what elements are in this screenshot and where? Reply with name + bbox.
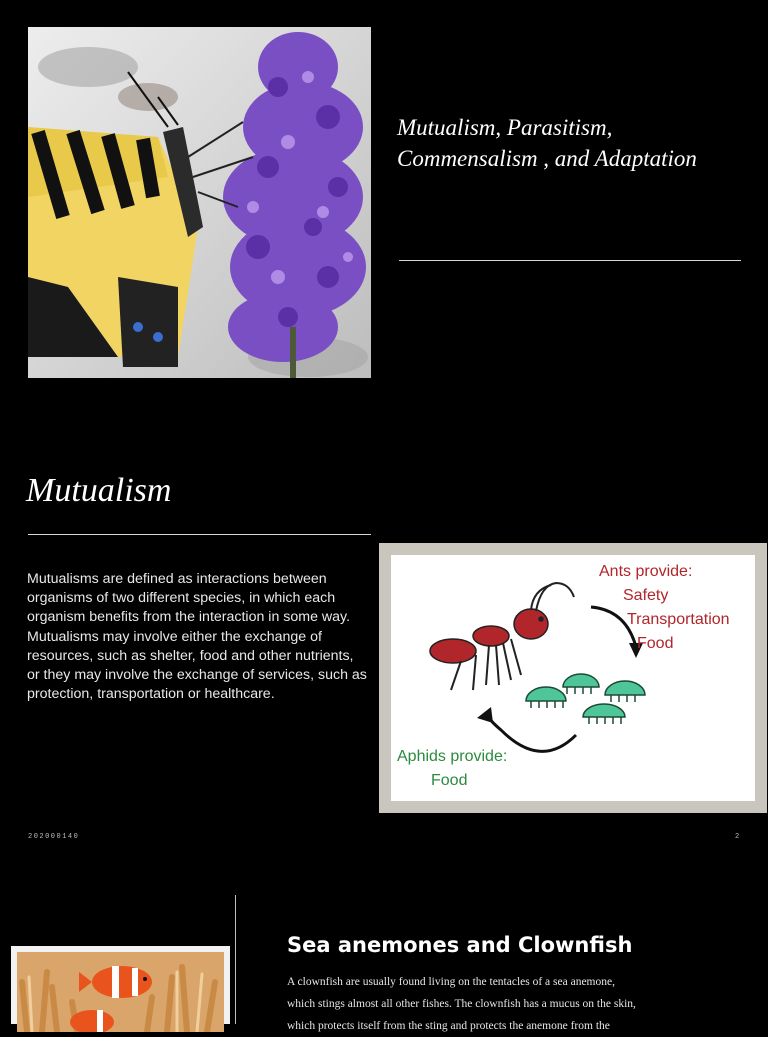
- clownfish-anemone-illustration: [17, 952, 224, 1032]
- ants-provide-title: Ants provide:: [599, 563, 693, 580]
- clownfish-body-line-1: A clownfish are usually found living on the tentacles of a sea anemone,: [287, 976, 615, 988]
- presentation-title: [397, 112, 757, 174]
- aphids-provide-title: Aphids provide:: [397, 748, 508, 765]
- ants-item-food: Food: [637, 635, 674, 652]
- ants-item-safety: Safety: [623, 587, 669, 604]
- clownfish-heading: Sea anemones and Clownfish: [287, 933, 633, 957]
- arrow-aphids-to-ants: [486, 713, 576, 751]
- diagram-canvas: [391, 555, 755, 801]
- title-line-2: Commensalism , and Adaptation: [397, 146, 697, 171]
- title-slide: [0, 0, 768, 430]
- ants-item-transportation: Transportation: [627, 611, 730, 628]
- title-divider: [399, 260, 741, 261]
- clownfish-photo: [17, 952, 224, 1032]
- slide3-vertical-divider: [235, 895, 236, 1024]
- butterfly-photo: [28, 27, 371, 378]
- ant-aphid-diagram: [379, 543, 767, 813]
- clownfish-body-line-2: which stings almost all other fishes. The clownfish has a mucus on the skin,: [287, 998, 636, 1010]
- slide-footer-code: 202000140: [28, 833, 80, 841]
- butterfly-flower-illustration: [28, 27, 371, 378]
- mutualism-body: Mutualisms are defined as interactions between organisms of two different species, in which each organism benefits from the interaction in some way. Mutualisms may involve either the exchange of resources, such as shelter, food and other nutrients, or they may involve the exchange of services, such as protection, transportation or healthcare.: [27, 571, 367, 703]
- mutualism-heading: Mutualism: [26, 472, 172, 509]
- mutualism-divider: [28, 534, 371, 535]
- clownfish-photo-frame: [11, 946, 230, 1024]
- slide-page-number: 2: [735, 833, 740, 841]
- clownfish-body-line-3: which protects itself from the sting and protects the anemone from the: [287, 1020, 610, 1032]
- aphids-item-food: Food: [431, 772, 468, 789]
- clownfish-body: [287, 971, 727, 1037]
- title-line-1: Mutualism, Parasitism,: [397, 115, 613, 140]
